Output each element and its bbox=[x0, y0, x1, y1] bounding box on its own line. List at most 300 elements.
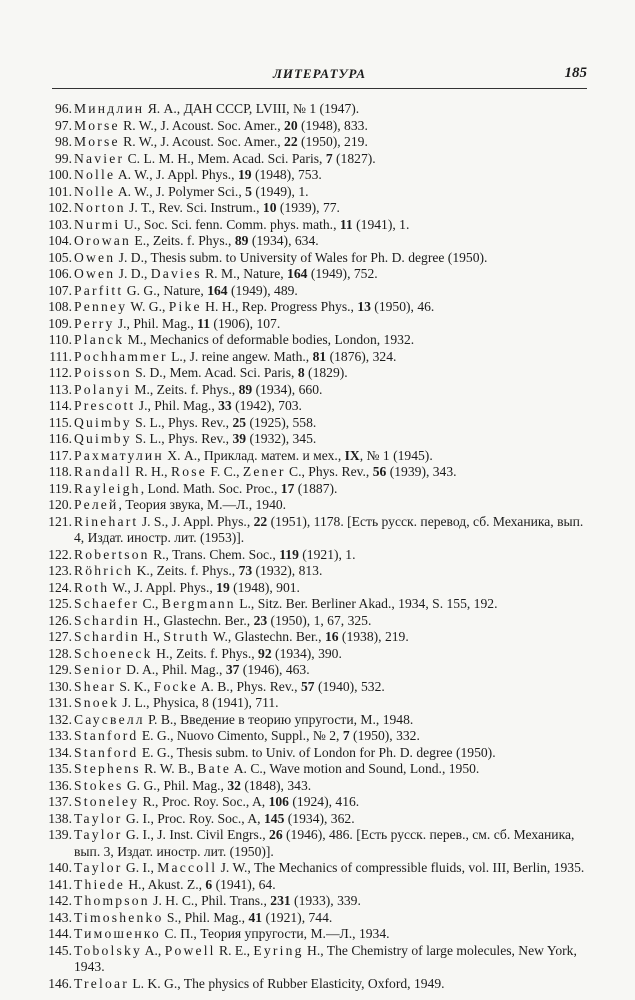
reference-author: Owen bbox=[74, 249, 116, 265]
reference-author: Bate bbox=[197, 761, 232, 776]
reference-text: (1848), 343. bbox=[240, 777, 312, 793]
reference-author: Owen bbox=[74, 266, 116, 281]
reference-number: 102 . bbox=[48, 200, 72, 217]
reference-text: J. D., Thesis subm. to University of Wales for Ph. D. degree (1950). bbox=[115, 249, 488, 265]
reference-entry bbox=[0, 250, 635, 267]
reference-entry bbox=[0, 299, 635, 316]
reference-text: (1941), 64. bbox=[212, 876, 276, 892]
reference-text: S. D., Mem. Acad. Sci. Paris, bbox=[131, 365, 298, 380]
header-rule bbox=[52, 88, 587, 89]
reference-author: Релей bbox=[74, 497, 119, 512]
reference-text: S. L., Phys. Rev., bbox=[131, 431, 233, 446]
reference-text: (1939), 343. bbox=[386, 464, 457, 479]
reference-entry bbox=[0, 233, 635, 250]
reference-number: 137 . bbox=[48, 794, 72, 811]
reference-text: (1934), 660. bbox=[252, 381, 323, 397]
reference-entry bbox=[0, 976, 635, 993]
reference-number: 126 . bbox=[48, 613, 72, 630]
reference-entry bbox=[0, 415, 635, 432]
reference-text: R. E., bbox=[215, 942, 254, 958]
reference-entry bbox=[0, 349, 635, 366]
reference-volume: 8 bbox=[297, 365, 305, 380]
reference-entry bbox=[0, 778, 635, 795]
reference-text: H., Zeits. f. Phys., bbox=[152, 645, 259, 661]
reference-text: F. C., bbox=[206, 464, 243, 479]
reference-volume: 19 bbox=[237, 167, 252, 182]
reference-text: G. G., Nature, bbox=[123, 282, 208, 298]
reference-author: Schardin bbox=[74, 629, 140, 644]
reference-text: (1925), 558. bbox=[246, 414, 317, 430]
reference-text: J. W., The Mechanics of compressible fluids, vol. III, Berlin, 1935. bbox=[217, 860, 585, 875]
reference-entry bbox=[0, 943, 635, 976]
reference-text: (1932), 345. bbox=[246, 431, 317, 446]
reference-number: 143 . bbox=[48, 910, 72, 927]
reference-text: K., Zeits. f. Phys., bbox=[133, 563, 239, 578]
running-title: ЛИТЕРАТУРА bbox=[272, 66, 367, 81]
reference-text: S. K., bbox=[115, 678, 154, 694]
reference-entry bbox=[0, 167, 635, 184]
reference-entry bbox=[0, 877, 635, 894]
reference-text: R., Proc. Roy. Soc., A, bbox=[139, 794, 269, 809]
reference-text: (1924), 416. bbox=[288, 794, 360, 809]
reference-text: (1934), 362. bbox=[284, 810, 355, 826]
reference-number: 103 . bbox=[48, 217, 72, 234]
reference-author: Powell bbox=[164, 942, 216, 958]
reference-entry bbox=[0, 266, 635, 283]
reference-number: 104 . bbox=[48, 233, 72, 250]
reference-number: 135 . bbox=[48, 761, 72, 778]
reference-entry bbox=[0, 860, 635, 877]
reference-text: , № 1 (1945). bbox=[359, 447, 433, 463]
reference-text: (1939), 77. bbox=[276, 200, 340, 215]
reference-volume: 5 bbox=[245, 183, 252, 199]
reference-number: 146 . bbox=[48, 976, 72, 993]
reference-text: (1876), 324. bbox=[326, 348, 397, 364]
reference-author: Stokes bbox=[74, 777, 124, 793]
reference-text: Р. В., Введение в теорию упругости, М., 1948. bbox=[144, 711, 414, 727]
reference-text: D. A., Phil. Mag., bbox=[122, 662, 226, 677]
reference-text: R. M., Nature, bbox=[201, 266, 288, 281]
reference-author: Schardin bbox=[74, 612, 140, 628]
reference-text: (1921), 744. bbox=[262, 909, 333, 925]
reference-text: G. I., bbox=[122, 860, 158, 875]
reference-author: Parfitt bbox=[74, 282, 124, 298]
reference-text: L., Sitz. Ber. Berliner Akad., 1934, S. 155, 192. bbox=[235, 596, 498, 611]
reference-number: 96 . bbox=[48, 101, 72, 118]
reference-volume: 32 bbox=[227, 777, 241, 793]
reference-text: L. K. G., The physics of Rubber Elasticity, Oxford, 1949. bbox=[128, 975, 445, 991]
reference-author: Rinehart bbox=[74, 513, 139, 529]
reference-volume: 92 bbox=[258, 645, 272, 661]
reference-text: W. G., bbox=[127, 299, 169, 314]
reference-author: Thompson bbox=[74, 893, 150, 908]
reference-number: 100 . bbox=[48, 167, 72, 184]
reference-text: E., Zeits. f. Phys., bbox=[131, 233, 235, 248]
reference-entry bbox=[0, 563, 635, 580]
reference-entry bbox=[0, 101, 635, 118]
reference-entry bbox=[0, 745, 635, 762]
reference-number: 111 . bbox=[48, 349, 72, 366]
reference-number: 117 . bbox=[48, 448, 72, 465]
reference-text: (1829). bbox=[304, 365, 348, 380]
reference-text: M., Zeits. f. Phys., bbox=[130, 381, 239, 397]
reference-author: Penney bbox=[74, 299, 128, 314]
reference-text: (1948), 833. bbox=[297, 117, 368, 133]
reference-volume: 57 bbox=[300, 678, 315, 694]
reference-number: 107 . bbox=[48, 283, 72, 300]
reference-volume: 145 bbox=[263, 810, 285, 826]
reference-text: G. I., J. Inst. Civil Engrs., bbox=[122, 827, 270, 842]
reference-text: C. L. M. H., Mem. Acad. Sci. Paris, bbox=[124, 150, 326, 166]
reference-author: Zener bbox=[242, 464, 286, 479]
reference-number: 128 . bbox=[48, 646, 72, 663]
reference-entry bbox=[0, 679, 635, 696]
reference-text: J., Phil. Mag., bbox=[135, 398, 219, 413]
reference-volume: 6 bbox=[205, 876, 213, 892]
reference-text: R. W., J. Acoust. Soc. Amer., bbox=[119, 134, 285, 149]
reference-author: Nurmi bbox=[74, 216, 121, 232]
reference-volume: 23 bbox=[253, 612, 268, 628]
reference-text: C., Phys. Rev., bbox=[285, 464, 373, 479]
reference-text: (1950), 332. bbox=[349, 728, 420, 743]
reference-number: 119 . bbox=[48, 481, 72, 498]
reference-volume: 25 bbox=[232, 414, 247, 430]
reference-number: 113 . bbox=[48, 382, 72, 399]
reference-author: Shear bbox=[74, 678, 116, 694]
reference-text: J. T., Rev. Sci. Instrum., bbox=[125, 200, 263, 215]
reference-volume: 56 bbox=[372, 464, 387, 479]
reference-author: Norton bbox=[74, 200, 126, 215]
reference-text: E. G., Thesis subm. to Univ. of London for Ph. D. degree (1950). bbox=[138, 744, 496, 760]
reference-entry bbox=[0, 448, 635, 465]
reference-author: Maccoll bbox=[157, 860, 218, 875]
reference-text: , Lond. Math. Soc. Proc., bbox=[140, 480, 281, 496]
reference-volume: 33 bbox=[218, 398, 232, 413]
reference-text: S., Phil. Mag., bbox=[163, 909, 249, 925]
reference-number: 110 . bbox=[48, 332, 72, 349]
reference-author: Taylor bbox=[74, 810, 123, 826]
reference-number: 122 . bbox=[48, 547, 72, 564]
reference-text: U., Soc. Sci. fenn. Comm. phys. math., bbox=[120, 216, 340, 232]
reference-author: Perry bbox=[74, 315, 115, 331]
reference-number: 136 . bbox=[48, 778, 72, 795]
reference-volume: 39 bbox=[232, 431, 247, 446]
reference-number: 99 . bbox=[48, 151, 72, 168]
reference-author: Polanyi bbox=[74, 381, 131, 397]
reference-number: 134 . bbox=[48, 745, 72, 762]
reference-text: J. H. C., Phil. Trans., bbox=[149, 893, 271, 908]
reference-text: , Теория звука, М.—Л., 1940. bbox=[118, 497, 287, 512]
reference-number: 112 . bbox=[48, 365, 72, 382]
reference-volume: 106 bbox=[268, 794, 289, 809]
reference-text: G. I., Proc. Roy. Soc., A, bbox=[122, 810, 264, 826]
reference-entry bbox=[0, 497, 635, 514]
reference-text: R., Trans. Chem. Soc., bbox=[149, 546, 280, 562]
reference-text: (1951), 1178. [Есть русск. перевод, сб. Механика, вып. 4, Издат. иностр. лит. (1953)]. bbox=[74, 513, 584, 545]
reference-author: Миндлин bbox=[74, 101, 145, 116]
reference-author: Morse bbox=[74, 117, 120, 133]
reference-author: Snoek bbox=[74, 695, 119, 710]
reference-volume: 13 bbox=[357, 299, 371, 314]
reference-author: Navier bbox=[74, 150, 125, 166]
reference-entry bbox=[0, 712, 635, 729]
reference-author: Eyring bbox=[253, 942, 304, 958]
reference-number: 123 . bbox=[48, 563, 72, 580]
reference-author: Саусвелл bbox=[74, 711, 145, 727]
reference-entry bbox=[0, 481, 635, 498]
reference-volume: 22 bbox=[284, 134, 298, 149]
reference-number: 124 . bbox=[48, 580, 72, 597]
reference-text: J. D., bbox=[115, 266, 151, 281]
reference-author: Stanford bbox=[74, 728, 139, 743]
reference-text: (1933), 339. bbox=[290, 893, 361, 908]
reference-author: Stoneley bbox=[74, 794, 140, 809]
reference-author: Тимошенко bbox=[74, 926, 161, 941]
reference-list bbox=[0, 101, 635, 992]
reference-text: A. C., Wave motion and Sound, Lond., 1950. bbox=[231, 761, 480, 776]
reference-text: Х. А., Приклад. матем. и мех., bbox=[163, 447, 345, 463]
reference-author: Planck bbox=[74, 332, 125, 347]
reference-volume: 81 bbox=[312, 348, 327, 364]
reference-text: (1942), 703. bbox=[231, 398, 302, 413]
reference-number: 114 . bbox=[48, 398, 72, 415]
reference-volume: 19 bbox=[216, 579, 230, 595]
reference-entry bbox=[0, 134, 635, 151]
reference-text: J., Phil. Mag., bbox=[114, 315, 198, 331]
reference-author: Orowan bbox=[74, 233, 131, 248]
reference-author: Focke bbox=[153, 678, 198, 694]
reference-entry bbox=[0, 365, 635, 382]
reference-author: Poisson bbox=[74, 365, 132, 380]
reference-entry bbox=[0, 794, 635, 811]
reference-author: Rayleigh bbox=[74, 480, 141, 496]
reference-text: A. B., Phys. Rev., bbox=[197, 678, 301, 694]
reference-entry bbox=[0, 217, 635, 234]
reference-author: Struth bbox=[163, 629, 210, 644]
reference-author: Stephens bbox=[74, 761, 141, 776]
reference-entry bbox=[0, 910, 635, 927]
reference-text: M., Mechanics of deformable bodies, London, 1932. bbox=[124, 332, 415, 347]
reference-entry bbox=[0, 464, 635, 481]
reference-author: Taylor bbox=[74, 827, 123, 842]
reference-text: A. W., J. Polymer Sci., bbox=[115, 183, 246, 199]
reference-volume: 89 bbox=[234, 233, 249, 248]
reference-author: Röhrich bbox=[74, 563, 134, 578]
reference-entry bbox=[0, 151, 635, 168]
reference-author: Timoshenko bbox=[74, 909, 164, 925]
reference-text: J. L., Physica, 8 (1941), 711. bbox=[118, 695, 279, 710]
reference-author: Davies bbox=[150, 266, 202, 281]
reference-text: W., Glastechn. Ber., bbox=[209, 629, 325, 644]
reference-author: Schoeneck bbox=[74, 645, 153, 661]
reference-text: S. L., Phys. Rev., bbox=[131, 414, 233, 430]
reference-number: 127 . bbox=[48, 629, 72, 646]
reference-entry bbox=[0, 431, 635, 448]
reference-author: Thiede bbox=[74, 876, 125, 892]
reference-volume: 164 bbox=[287, 266, 308, 281]
reference-entry bbox=[0, 646, 635, 663]
reference-author: Quimby bbox=[74, 414, 132, 430]
reference-text: W., J. Appl. Phys., bbox=[109, 579, 217, 595]
reference-text: (1932), 813. bbox=[252, 563, 323, 578]
reference-number: 118 . bbox=[48, 464, 72, 481]
reference-number: 145 . bbox=[48, 943, 72, 960]
reference-volume: 26 bbox=[269, 827, 283, 842]
reference-author: Robertson bbox=[74, 546, 150, 562]
reference-number: 98 . bbox=[48, 134, 72, 151]
reference-author: Nolle bbox=[74, 167, 116, 182]
reference-author: Rose bbox=[170, 464, 207, 479]
page-number: 185 bbox=[564, 65, 587, 81]
reference-author: Рахматулин bbox=[74, 447, 164, 463]
reference-text: (1949), 1. bbox=[251, 183, 309, 199]
reference-author: Tobolsky bbox=[74, 942, 143, 958]
reference-entry bbox=[0, 629, 635, 646]
reference-author: Schaefer bbox=[74, 596, 140, 611]
reference-text: (1946), 486. [Есть русск. перев., см. сб. Механика, вып. 3, Издат. иностр. лит. (1950)]. bbox=[74, 827, 575, 859]
reference-volume: 41 bbox=[248, 909, 263, 925]
reference-text: H., Glastechn. Ber., bbox=[139, 612, 254, 628]
reference-text: (1938), 219. bbox=[338, 629, 409, 644]
reference-author: Pike bbox=[168, 299, 202, 314]
reference-entry bbox=[0, 332, 635, 349]
reference-number: 97 . bbox=[48, 118, 72, 135]
reference-number: 106 . bbox=[48, 266, 72, 283]
reference-text: (1934), 390. bbox=[271, 645, 342, 661]
reference-entry bbox=[0, 382, 635, 399]
reference-entry bbox=[0, 827, 635, 860]
reference-number: 132 . bbox=[48, 712, 72, 729]
reference-text: E. G., Nuovo Cimento, Suppl., № 2, bbox=[138, 728, 343, 743]
reference-author: Senior bbox=[74, 662, 123, 677]
reference-author: Nolle bbox=[74, 183, 116, 199]
reference-text: A. W., J. Appl. Phys., bbox=[115, 167, 238, 182]
reference-number: 121 . bbox=[48, 514, 72, 531]
reference-text: С. П., Теория упругости, М.—Л., 1934. bbox=[160, 926, 390, 941]
reference-text: H., bbox=[139, 629, 164, 644]
reference-text: H., Akust. Z., bbox=[124, 876, 206, 892]
reference-entry bbox=[0, 398, 635, 415]
reference-text: H., The Chemistry of large molecules, New York, 1943. bbox=[74, 942, 577, 974]
reference-volume: 22 bbox=[253, 513, 268, 529]
reference-author: Roth bbox=[74, 579, 110, 595]
reference-entry bbox=[0, 547, 635, 564]
reference-number: 115 . bbox=[48, 415, 72, 432]
reference-entry bbox=[0, 283, 635, 300]
reference-entry bbox=[0, 926, 635, 943]
reference-volume: 7 bbox=[342, 728, 350, 743]
reference-text: (1906), 107. bbox=[210, 315, 281, 331]
reference-text: (1949), 489. bbox=[227, 282, 298, 298]
reference-number: 116 . bbox=[48, 431, 72, 448]
reference-text: (1950), 1, 67, 325. bbox=[267, 612, 372, 628]
reference-entry bbox=[0, 118, 635, 135]
reference-number: 142 . bbox=[48, 893, 72, 910]
reference-text: (1949), 752. bbox=[307, 266, 378, 281]
reference-number: 125 . bbox=[48, 596, 72, 613]
reference-entry bbox=[0, 761, 635, 778]
reference-text: R. H., bbox=[131, 464, 171, 479]
reference-author: Treloar bbox=[74, 975, 129, 991]
reference-entry bbox=[0, 316, 635, 333]
reference-number: 133 . bbox=[48, 728, 72, 745]
reference-text: (1887). bbox=[294, 480, 338, 496]
reference-volume: 119 bbox=[279, 546, 299, 562]
reference-entry bbox=[0, 514, 635, 547]
reference-volume: IX bbox=[344, 447, 360, 463]
reference-entry bbox=[0, 596, 635, 613]
reference-entry bbox=[0, 662, 635, 679]
reference-author: Pochhammer bbox=[74, 348, 168, 364]
reference-author: Stanford bbox=[74, 744, 139, 760]
reference-entry bbox=[0, 200, 635, 217]
reference-author: Prescott bbox=[74, 398, 136, 413]
reference-author: Morse bbox=[74, 134, 120, 149]
reference-number: 144 . bbox=[48, 926, 72, 943]
reference-text: (1950), 46. bbox=[370, 299, 435, 314]
reference-number: 108 . bbox=[48, 299, 72, 316]
reference-text: (1940), 532. bbox=[314, 678, 385, 694]
reference-text: G. G., Phil. Mag., bbox=[123, 777, 228, 793]
reference-volume: 89 bbox=[238, 381, 253, 397]
reference-number: 129 . bbox=[48, 662, 72, 679]
reference-volume: 10 bbox=[262, 200, 277, 215]
reference-text: J. S., J. Appl. Phys., bbox=[138, 513, 254, 529]
reference-author: Taylor bbox=[74, 860, 123, 875]
reference-text: (1941), 1. bbox=[352, 216, 410, 232]
reference-number: 139 . bbox=[48, 827, 72, 844]
reference-volume: 73 bbox=[238, 563, 253, 578]
reference-volume: 231 bbox=[270, 893, 291, 908]
reference-volume: 37 bbox=[225, 662, 240, 677]
reference-number: 105 . bbox=[48, 250, 72, 267]
reference-number: 138 . bbox=[48, 811, 72, 828]
reference-volume: 11 bbox=[339, 216, 353, 232]
reference-number: 109 . bbox=[48, 316, 72, 333]
reference-entry bbox=[0, 728, 635, 745]
reference-text: R. W., J. Acoust. Soc. Amer., bbox=[119, 117, 285, 133]
reference-number: 130 . bbox=[48, 679, 72, 696]
reference-author: Quimby bbox=[74, 431, 132, 446]
reference-number: 120 . bbox=[48, 497, 72, 514]
reference-entry bbox=[0, 811, 635, 828]
page-header bbox=[52, 66, 587, 88]
reference-text: (1948), 901. bbox=[229, 579, 300, 595]
reference-text: (1946), 463. bbox=[239, 662, 310, 677]
reference-text: R. W. B., bbox=[140, 761, 198, 776]
reference-entry bbox=[0, 613, 635, 630]
reference-text: (1934), 634. bbox=[248, 233, 319, 248]
reference-number: 141 . bbox=[48, 877, 72, 894]
reference-text: (1921), 1. bbox=[298, 546, 356, 562]
reference-text: L., J. reine angew. Math., bbox=[167, 348, 313, 364]
reference-text: H. H., Rep. Progress Phys., bbox=[201, 299, 358, 314]
reference-entry bbox=[0, 580, 635, 597]
reference-text: (1827). bbox=[332, 150, 376, 166]
reference-entry bbox=[0, 184, 635, 201]
reference-volume: 16 bbox=[324, 629, 339, 644]
reference-number: 131 . bbox=[48, 695, 72, 712]
reference-number: 140 . bbox=[48, 860, 72, 877]
reference-entry bbox=[0, 695, 635, 712]
reference-author: Bergmann bbox=[161, 596, 236, 611]
reference-volume: 164 bbox=[207, 282, 228, 298]
reference-text: C., bbox=[139, 596, 162, 611]
reference-text: (1948), 753. bbox=[251, 167, 322, 182]
reference-volume: 7 bbox=[325, 150, 333, 166]
reference-author: Randall bbox=[74, 464, 132, 479]
reference-text: Я. А., ДАН СССР, LVIII, № 1 (1947). bbox=[144, 101, 360, 116]
